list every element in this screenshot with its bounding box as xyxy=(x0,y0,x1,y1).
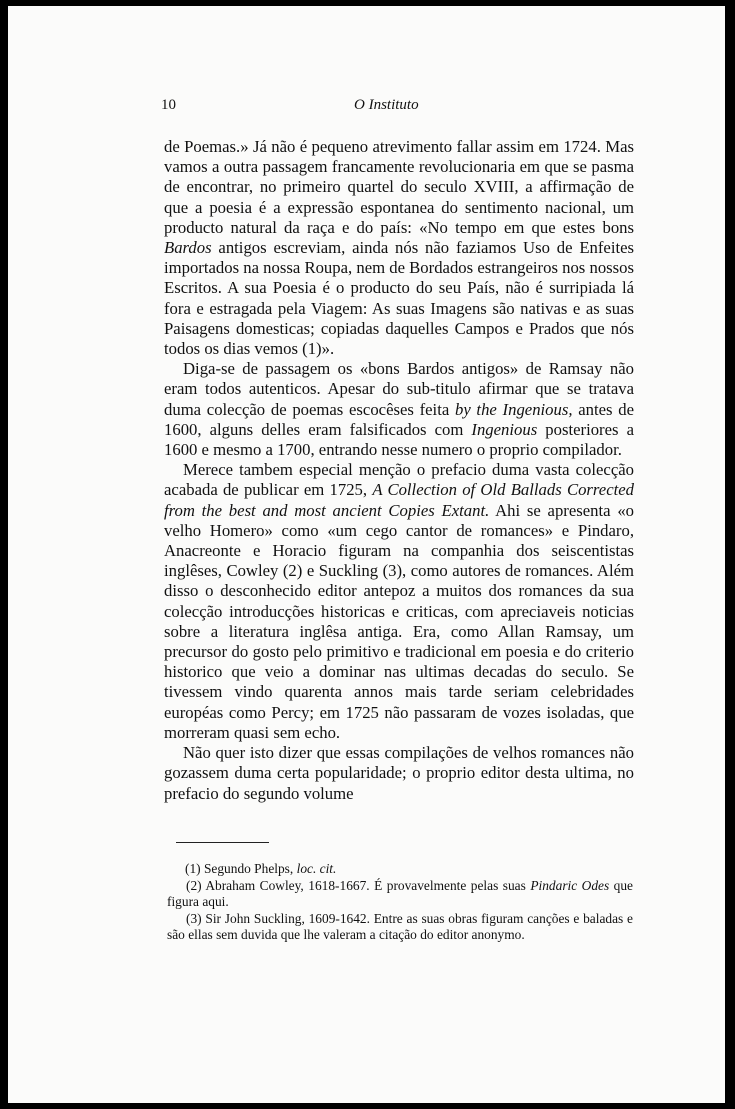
page-header xyxy=(161,97,633,119)
page xyxy=(8,6,725,1103)
body-text xyxy=(164,137,634,804)
paragraph-1: de Poemas.» Já não é pequeno atrevimento fallar assim em 1724. Mas vamos a outra passagem francamente revolucionaria em que se pasma de encontrar, no primeiro quartel do seculo XVIII, a affirmação de que a poesia é a expressão espontanea do sentimento nacional, um producto natural da raça e do país: «No tempo em que estes bons Bardos antigos escreviam, ainda nós não faziamos Uso de Enfeites importados na nossa Roupa, nem de Bordados estrangeiros nos nossos Escritos. A sua Poesia é o producto do seu País, não é surripiada lá fora e estragada pela Viagem: As suas Imagens são nativas e as suas Paisagens domesticas; copiadas daquelles Campos e Prados que nós todos os dias vemos (1)». xyxy=(164,137,634,359)
footnote-3: (3) Sir John Suckling, 1609-1642. Entre as suas obras figuram canções e baladas e são ellas sem duvida que lhe valeram a citação do editor anonymo. xyxy=(167,910,633,942)
footnotes xyxy=(167,861,633,944)
paragraph-2: Diga-se de passagem os «bons Bardos antigos» de Ramsay não eram todos autenticos. Apesar do sub-titulo afirmar que se tratava duma colecção de poemas escocêses feita by the Ingenious, antes de 1600, alguns delles eram falsificados com Ingenious posteriores a 1600 e mesmo a 1700, entrando nesse numero o proprio compilador. xyxy=(164,359,635,460)
running-title: O Instituto xyxy=(354,97,419,113)
paragraph-4: Não quer isto dizer que essas compilações de velhos romances não gozassem duma certa popularidade; o proprio editor desta ultima, no prefacio do segundo volume xyxy=(164,743,634,803)
footnote-1: (1) Segundo Phelps, loc. cit. xyxy=(185,861,337,876)
footnote-divider xyxy=(176,842,269,843)
page-number: 10 xyxy=(161,97,176,113)
footnote-2: (2) Abraham Cowley, 1618-1667. É provavelmente pelas suas Pindaric Odes que figura aqui. xyxy=(167,877,633,909)
paragraph-3: Merece tambem especial menção o prefacio duma vasta colecção acabada de publicar em 1725, A Collection of Old Ballads Corrected from the best and most ancient Copies Extant. Ahi se apresenta «o velho Homero» como «um cego cantor de romances» e Pindaro, Anacreonte e Horacio figuram na companhia dos seiscentistas inglêses, Cowley (2) e Suckling (3), como autores de romances. Além disso o desconhecido editor antepoz a muitos dos romances da sua colecção introducções historicas e criticas, com apreciaveis noticias sobre a literatura inglêsa antiga. Era, como Allan Ramsay, um precursor do gosto pelo primitivo e tradicional em poesia e do criterio historico que veio a dominar nas ultimas decadas do seculo. Se tivessem vindo quarenta annos mais tarde seriam celebridades européas como Percy; em 1725 não passaram de vozes isoladas, que morreram quasi sem echo. xyxy=(164,460,635,742)
